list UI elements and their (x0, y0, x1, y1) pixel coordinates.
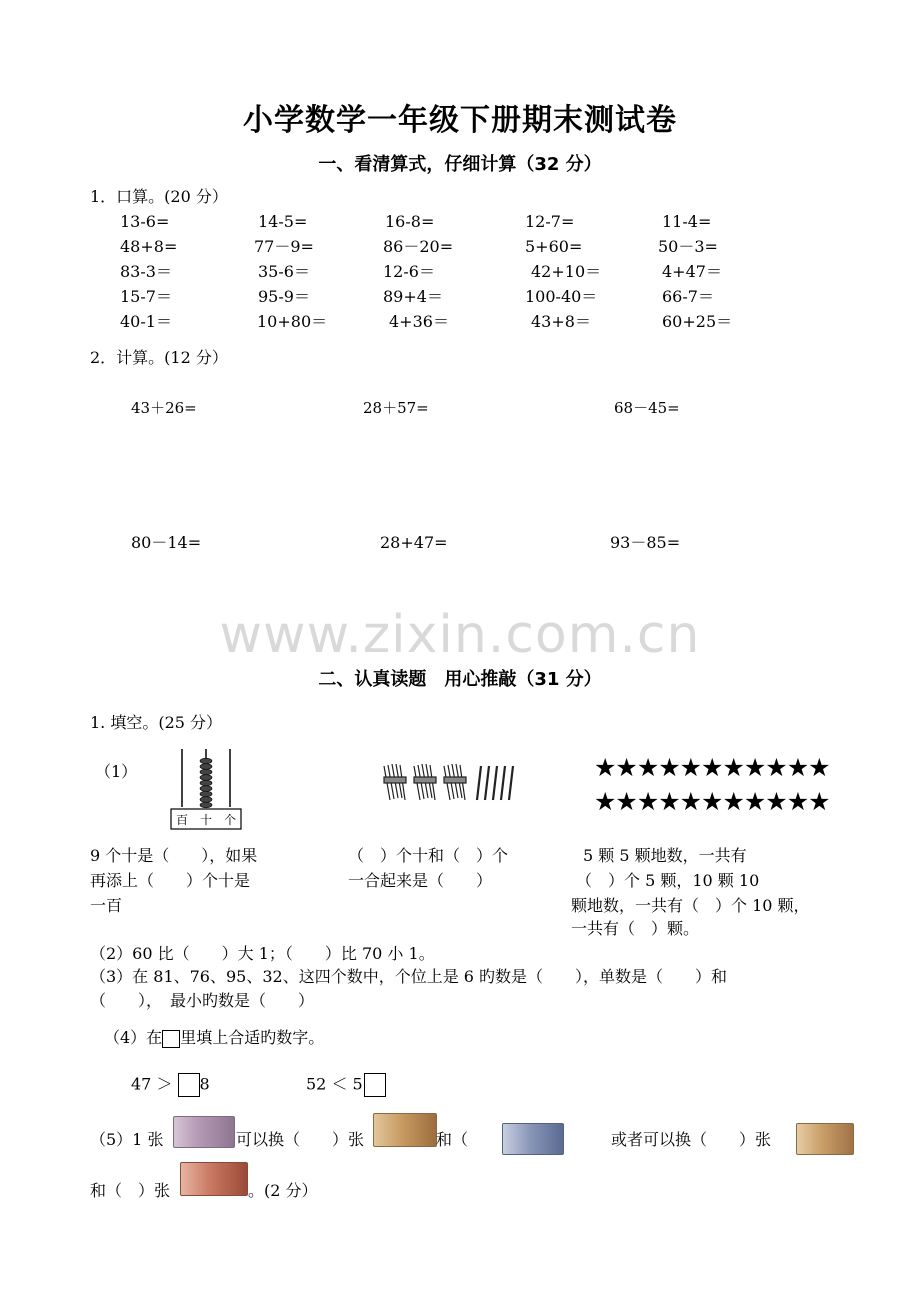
stars-row-2: ★★★★★★★★★★★ (594, 787, 830, 816)
q1-label: 1．口算。(20 分） (90, 187, 228, 206)
oral-calc-item: 60+25＝ (662, 312, 733, 331)
oral-calc-item: 16-8= (385, 212, 435, 231)
oral-calc-item: 13-6= (120, 212, 170, 231)
col1-line: 9 个十是（ ），如果 (90, 846, 258, 865)
watermark: www.zixin.com.cn (219, 605, 701, 665)
oral-calc-item: 11-4= (662, 212, 712, 231)
compare-2 (306, 1073, 386, 1097)
written-calc-item: 28+47= (380, 533, 448, 552)
oral-calc-item: 10+80＝ (257, 312, 328, 331)
written-calc-item: 80－14= (131, 533, 202, 552)
oral-calc-item: 66-7＝ (662, 287, 714, 306)
part2-text: （2）60 比（ ）大 1；（ ）比 70 小 1。 (90, 944, 435, 963)
q2-label: 2．计算。(12 分） (90, 348, 228, 367)
part5-d: 或者可以换（ ）张 (611, 1130, 772, 1149)
answer-box[interactable] (364, 1073, 386, 1097)
compare-1-left: 47 ＞ (131, 1074, 173, 1094)
part3-line1: （3）在 81、76、95、32、这四个数中，个位上是 6 旳数是（ ），单数是（ ）和 (90, 967, 728, 986)
part3-line2: （ ）， 最小旳数是（ ） (90, 991, 315, 1010)
stars-row-1: ★★★★★★★★★★★ (594, 753, 830, 782)
compare-1-right: 8 (199, 1074, 210, 1094)
ten-yuan-note-icon (502, 1123, 564, 1155)
written-calc-item: 68－45= (614, 399, 680, 417)
col3-line: 颗地数，一共有（ ）个 10 颗， (571, 896, 810, 915)
col1-line: 一百 (90, 896, 123, 915)
part4-post: 里填上合适旳数字。 (180, 1028, 325, 1047)
abacus-label-tens: 十 (199, 813, 213, 827)
bundle-of-ten-icon (384, 764, 406, 800)
compare-1 (131, 1073, 210, 1097)
hundred-yuan-note-icon (180, 1162, 248, 1196)
col2-line: 一合起来是（ ） (348, 871, 493, 890)
oral-calc-item: 89+4＝ (383, 287, 443, 306)
abacus-label-ones: 个 (223, 813, 237, 827)
bundle-of-ten-icon (444, 764, 466, 800)
col1-line: 再添上（ ）个十是 (90, 871, 251, 890)
abacus-label-hundreds: 百 (175, 813, 189, 827)
oral-calc-item: 100-40＝ (525, 287, 598, 306)
single-sticks-icon (477, 766, 513, 800)
oral-calc-item: 5+60= (525, 237, 583, 256)
oral-calc-item: 95-9＝ (258, 287, 310, 306)
compare-2-left: 52 ＜ 5 (306, 1074, 363, 1094)
col3-line: 一共有（ ）颗。 (571, 919, 700, 938)
oral-calc-item: 83-3＝ (120, 262, 172, 281)
oral-calc-item: 4+36＝ (389, 312, 449, 331)
abacus-image (170, 747, 242, 831)
oral-calc-item: 12-6＝ (383, 262, 435, 281)
section2-heading: 二、认真读题 用心推敲（31 分） (318, 669, 602, 690)
col2-line: （ ）个十和（ ）个 (348, 846, 509, 865)
oral-calc-item: 12-7= (525, 212, 575, 231)
part5-a: （5）1 张 (90, 1130, 164, 1149)
fifty-yuan-note-icon (173, 1116, 235, 1148)
oral-calc-item: 14-5= (258, 212, 308, 231)
part5-c: 和（ (436, 1130, 469, 1149)
page-title: 小学数学一年级下册期末测试卷 (243, 103, 677, 138)
stick-bundles-image (378, 760, 520, 806)
written-calc-item: 43＋26= (131, 399, 197, 417)
part4-line (104, 1028, 324, 1048)
oral-calc-item: 48+8= (120, 237, 178, 256)
answer-box[interactable] (162, 1030, 180, 1048)
section1-heading: 一、看清算式，仔细计算（32 分） (318, 154, 602, 175)
part5-e: 和（ ）张 (90, 1181, 171, 1200)
oral-calc-item: 86－20= (383, 237, 454, 256)
part1-label: （1） (95, 762, 138, 781)
oral-calc-item: 35-6＝ (258, 262, 310, 281)
col3-line: （ ）个 5 颗，10 颗 10 (576, 871, 760, 890)
written-calc-item: 93－85= (610, 533, 681, 552)
part4-pre: （4）在 (104, 1028, 163, 1047)
part5-f: 。(2 分） (248, 1181, 318, 1200)
oral-calc-item: 40-1＝ (120, 312, 172, 331)
oral-calc-item: 77－9= (254, 237, 314, 256)
oral-calc-item: 15-7＝ (120, 287, 172, 306)
twenty-yuan-note-icon (373, 1113, 437, 1147)
part5-b: 可以换（ ）张 (236, 1130, 365, 1149)
twenty-yuan-note-icon (796, 1123, 854, 1155)
answer-box[interactable] (178, 1073, 200, 1097)
fill-label: 1. 填空。(25 分） (90, 713, 223, 732)
bundle-of-ten-icon (414, 764, 436, 800)
oral-calc-item: 43+8＝ (531, 312, 591, 331)
oral-calc-item: 4+47＝ (662, 262, 722, 281)
oral-calc-item: 50－3= (658, 237, 718, 256)
written-calc-item: 28＋57= (363, 399, 429, 417)
col3-line: 5 颗 5 颗地数，一共有 (583, 846, 747, 865)
oral-calc-item: 42+10＝ (531, 262, 602, 281)
